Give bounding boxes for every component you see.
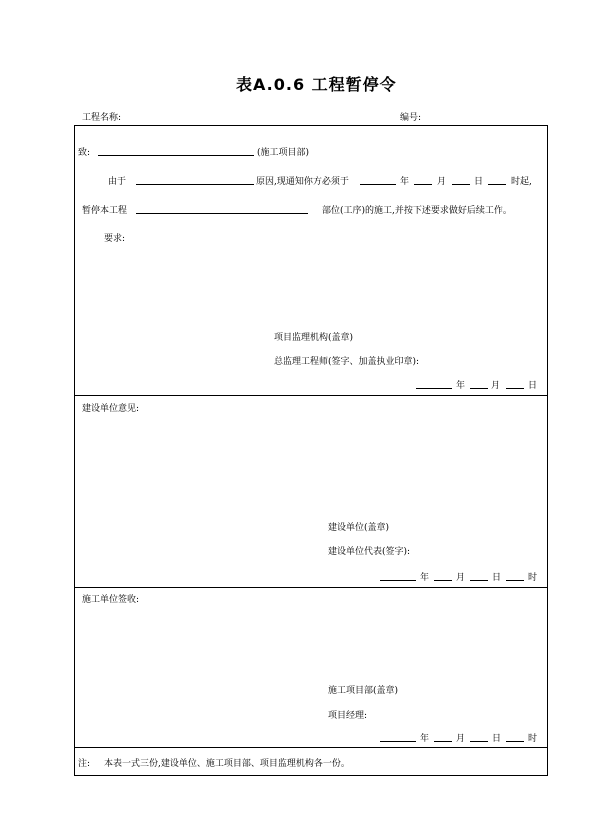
section-divider-1 <box>74 395 548 396</box>
start-label: 时起, <box>511 177 532 187</box>
s2-date-year-field[interactable] <box>380 580 416 581</box>
page-title: 表A.0.6 工程暂停令 <box>236 75 397 94</box>
form-table <box>74 125 548 776</box>
s1-date-day-field[interactable] <box>506 388 524 389</box>
s3-date-year-field[interactable] <box>380 741 416 742</box>
s3-date-hour-field[interactable] <box>506 741 524 742</box>
s1-date-day-label: 日 <box>528 381 538 391</box>
note-label: 注: <box>78 759 91 769</box>
contractor-org-label: 施工项目部(盖章) <box>328 686 399 696</box>
dept-label: (施工项目部) <box>257 148 310 158</box>
owner-org-label: 建设单位(盖章) <box>328 523 390 533</box>
s1-date-year-field[interactable] <box>416 388 452 389</box>
s3-date-month-field[interactable] <box>434 741 452 742</box>
contractor-receipt-heading: 施工单位签收: <box>82 595 140 605</box>
project-manager-label: 项目经理: <box>328 711 368 721</box>
suspend-prefix: 暂停本工程 <box>82 206 128 216</box>
s1-date-month-field[interactable] <box>470 388 488 389</box>
s3-date-day-field[interactable] <box>470 741 488 742</box>
suspend-part-field[interactable] <box>136 213 308 214</box>
owner-opinion-heading: 建设单位意见: <box>82 404 140 414</box>
s3-date-month-label: 月 <box>456 734 466 744</box>
s2-date-month-field[interactable] <box>434 580 452 581</box>
s2-date-day-label: 日 <box>492 573 502 583</box>
s2-date-month-label: 月 <box>456 573 466 583</box>
s2-date-hour-field[interactable] <box>506 580 524 581</box>
section-divider-3 <box>74 747 548 748</box>
suspend-month-field[interactable] <box>414 184 432 185</box>
to-label: 致: <box>78 148 91 158</box>
reason-suffix: 原因,现通知你方必须于 <box>256 177 349 187</box>
s2-date-day-field[interactable] <box>470 580 488 581</box>
reason-prefix: 由于 <box>108 177 127 187</box>
s1-date-month-label: 月 <box>491 381 501 391</box>
s3-date-hour-label: 时 <box>528 734 538 744</box>
section-divider-2 <box>74 587 548 588</box>
chief-engineer-label: 总监理工程师(签字、加盖执业印章): <box>274 357 420 367</box>
s1-date-year-label: 年 <box>456 381 466 391</box>
suspend-month-label: 月 <box>437 177 447 187</box>
s2-date-hour-label: 时 <box>528 573 538 583</box>
owner-rep-label: 建设单位代表(签字): <box>328 547 411 557</box>
requirements-label: 要求: <box>104 234 126 244</box>
supervision-org-label: 项目监理机构(盖章) <box>274 333 354 343</box>
suspend-day-field[interactable] <box>452 184 470 185</box>
suspend-year-field[interactable] <box>360 184 396 185</box>
s3-date-year-label: 年 <box>420 734 430 744</box>
project-name-label: 工程名称: <box>82 113 122 123</box>
recipient-field[interactable] <box>98 155 254 156</box>
note-text: 本表一式三份,建设单位、施工项目部、项目监理机构各一份。 <box>104 759 350 769</box>
suspend-hour-field[interactable] <box>488 184 506 185</box>
reason-field[interactable] <box>136 184 254 185</box>
suspend-day-label: 日 <box>474 177 484 187</box>
suspend-year-label: 年 <box>400 177 410 187</box>
s2-date-year-label: 年 <box>420 573 430 583</box>
s3-date-day-label: 日 <box>492 734 502 744</box>
number-label: 编号: <box>400 113 422 123</box>
suspend-suffix: 部位(工序)的施工,并按下述要求做好后续工作。 <box>322 206 512 216</box>
